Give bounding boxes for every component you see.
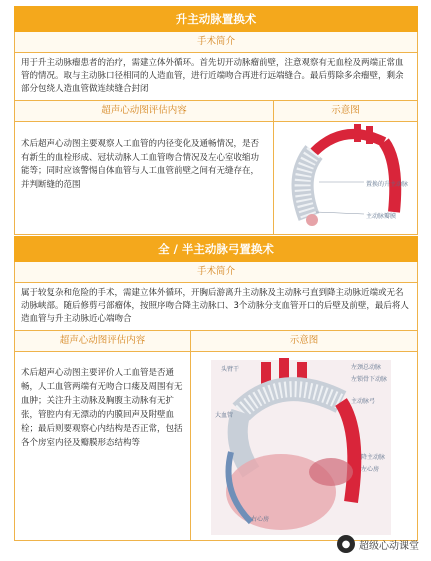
- section2-title: 全 / 半主动脉弓置换术: [14, 236, 418, 262]
- section2-diagram: [191, 352, 417, 538]
- section1-eval-text: 术后超声心动图主要观察人工血管的内径变化及通畅情况，是否有新生的血栓形成、冠状动脉人工血管吻合情况及左心室收缩功能等；同时应该警惕自体血管与人工血管前壁之间有无缝存在，并判断缝的范围: [21, 139, 260, 190]
- section1-subtitle: 手术简介: [14, 32, 418, 53]
- label-replaced-ascending-aorta: 置换的升主动脉: [366, 181, 409, 188]
- section1-diagram-column: [274, 101, 417, 234]
- wechat-icon: ●: [337, 535, 355, 553]
- label-descending-aorta: 降主动脉: [361, 454, 386, 461]
- watermark: [337, 535, 419, 553]
- label-left-atrium: 左心房: [361, 466, 380, 473]
- section1-eval-header: 超声心动图评估内容: [15, 101, 273, 122]
- section-ascending-aorta: [14, 6, 418, 231]
- label-brachiocephalic-trunk: 头臂干: [221, 366, 240, 373]
- section2-grid: [14, 331, 418, 541]
- section2-eval-header: 超声心动图评估内容: [15, 331, 190, 352]
- section1-title: 升主动脉置换术: [14, 6, 418, 32]
- section1-diagram: [274, 122, 417, 234]
- section1-diagram-header: 示意图: [274, 101, 417, 122]
- label-aortic-arch: 主动脉弓: [351, 398, 376, 405]
- section2-eval-column: [15, 331, 191, 540]
- label-left-common-carotid: 左颈总动脉: [351, 364, 382, 371]
- section1-intro: 用于升主动脉瘤患者的治疗，需建立体外循环。首先切开动脉瘤前壁，注意观察有无血栓及两端正常血管的情况。取与主动脉口径相同的人造血管，进行近端吻合再进行远端缝合。最后剪除多余瘤壁，剩余部分包绕人造血管做连续缝合封闭: [14, 53, 418, 101]
- label-right-atrium: 右心房: [251, 516, 270, 523]
- label-aortic-valve: 主动脉瓣膜: [366, 213, 397, 220]
- section2-subtitle: 手术简介: [14, 262, 418, 283]
- watermark-text: 超级心动课堂: [359, 540, 419, 552]
- section-aortic-arch: [14, 236, 418, 561]
- label-great-vessel: 大血管: [215, 412, 234, 419]
- section1-grid: [14, 101, 418, 235]
- section2-eval-text: 术后超声心动图主要评价人工血管是否通畅，人工血管两端有无吻合口瘘及周围有无血肿；关注升主动脉及胸腹主动脉有无扩张，管腔内有无漂动的内膜回声及附壁血栓；最后则要观察心内结构是否正常，包括各个房室内径及瓣膜形态结构等: [21, 368, 183, 448]
- section1-eval-column: [15, 101, 274, 234]
- label-left-subclavian: 左锁骨下动脉: [351, 376, 388, 383]
- section2-diagram-header: 示意图: [191, 331, 417, 352]
- section2-intro: 属于较复杂和危险的手术，需建立体外循环，开胸后游离升主动脉及主动脉弓直到降主动脉近端或无名动脉峡部。随后修剪弓部瘤体，按照序吻合降主动脉口、3个动脉分支血管开口的后壁及前壁，最后将人造血管与升主动脉近心端吻合: [14, 283, 418, 331]
- section2-diagram-column: [191, 331, 417, 540]
